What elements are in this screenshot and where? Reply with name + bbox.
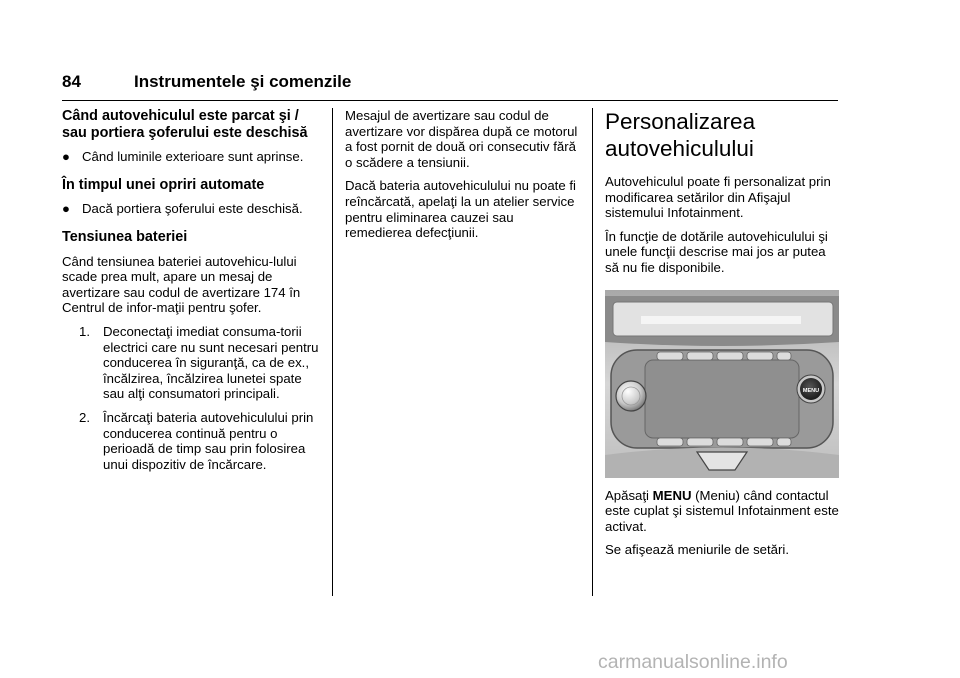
- section-title: Instrumentele şi comenzile: [134, 72, 352, 91]
- paragraph: Când tensiunea bateriei autovehicu-lului scade prea mult, apare un mesaj de avertizare sau codul de avertizare 174 în Centrul de infor-maţii pentru şofer.: [62, 253, 301, 316]
- column-right: [605, 108, 839, 566]
- page-number: 84: [62, 72, 81, 91]
- number-marker: 1.: [79, 323, 90, 339]
- paragraph: [605, 488, 839, 535]
- heading-battery: Tensiunea bateriei: [62, 228, 188, 245]
- paragraph: Autovehiculul poate fi personalizat prin modificarea setărilor din Afişajul sistemului Infotainment.: [605, 174, 831, 221]
- page-header: [62, 70, 838, 101]
- list-item: [62, 149, 324, 165]
- numbered-text: Încărcaţi bateria autovehiculului prin conducerea continuă pentru o perioadă de timp sau prin folosirea unui dispozitiv de încărcare.: [103, 409, 314, 472]
- paragraph: Se afişează meniurile de setări.: [605, 542, 789, 558]
- column-middle: [345, 108, 581, 249]
- list-item: [62, 201, 324, 217]
- infotainment-panel-image: [605, 290, 839, 478]
- column-left: [62, 108, 324, 480]
- chapter-title: Personalizarea autovehiculului: [605, 109, 756, 161]
- bullet-text: Când luminile exterioare sunt aprinse.: [82, 149, 304, 165]
- paragraph: Mesajul de avertizare sau codul de avertizare vor dispărea după ce motorul a fost pornit de două ori consecutiv fără o scădere a tensiunii.: [345, 108, 578, 170]
- heading-parked: Când autovehiculul este parcat şi / sau portiera şoferului este deschisă: [62, 108, 308, 141]
- column-divider: [592, 108, 593, 596]
- text-run: Apăsaţi: [605, 487, 653, 503]
- heading-autostop: În timpul unei opriri automate: [62, 176, 265, 193]
- bullet-marker: ●: [62, 149, 70, 165]
- bullet-marker: ●: [62, 201, 70, 217]
- bullet-text: Dacă portiera şoferului este deschisă.: [82, 201, 303, 217]
- numbered-item: [62, 410, 324, 472]
- watermark: carmanualsonline.info: [598, 651, 788, 673]
- number-marker: 2.: [79, 409, 90, 425]
- numbered-item: [62, 324, 324, 402]
- paragraph: Dacă bateria autovehiculului nu poate fi reîncărcată, apelaţi la un atelier service pentru eliminarea cauzei sau remedierea defecţiunii.: [345, 178, 576, 241]
- numbered-text: Deconectaţi imediat consuma-torii electrici care nu sunt necesari pentru conducerea în siguranţă, ca de ex., încălzirea, încălzirea lunetei spate sau alţi consumatori principali.: [103, 323, 319, 402]
- menu-term: MENU: [652, 487, 692, 503]
- column-divider: [332, 108, 333, 596]
- menu-knob-label: MENU: [802, 387, 820, 394]
- text-run: (Meniu) când contactul este cuplat şi sistemul Infotainment este activat.: [605, 487, 839, 534]
- paragraph: În funcţie de dotările autovehiculului şi unele funcţii descrise mai jos ar putea să nu fie disponibile.: [605, 228, 828, 275]
